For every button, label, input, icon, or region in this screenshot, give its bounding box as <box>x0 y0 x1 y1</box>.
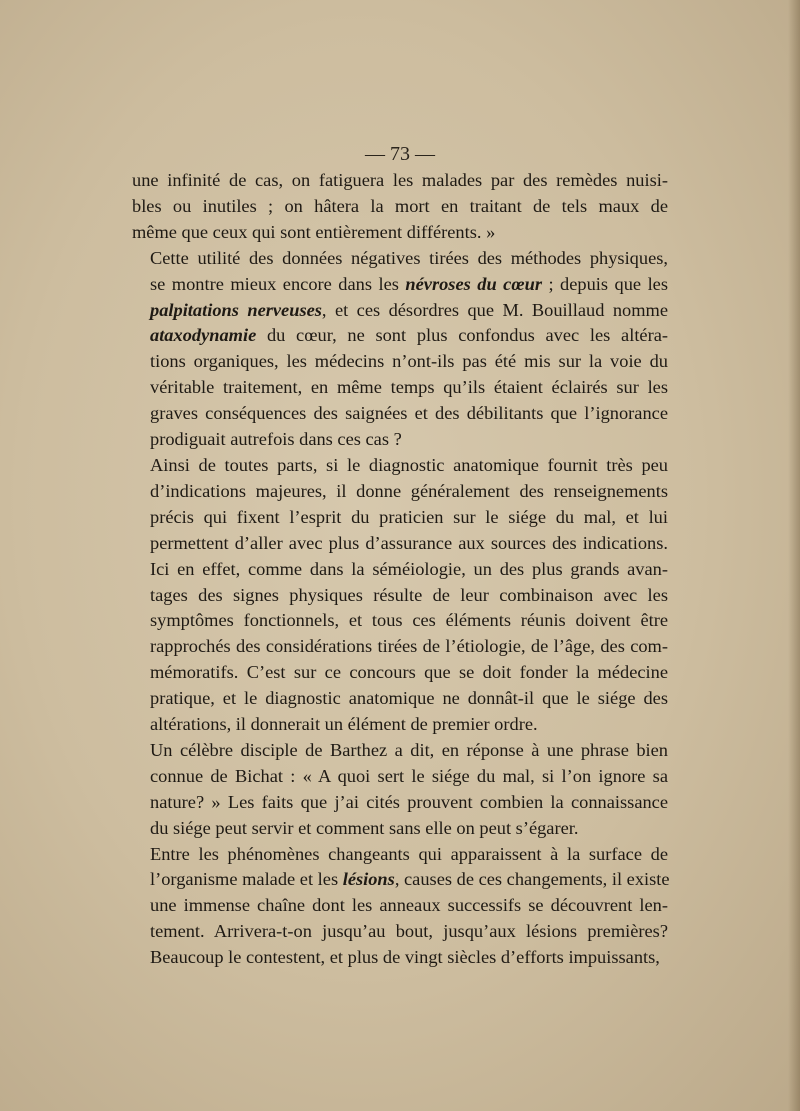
text-line <box>132 246 668 272</box>
text-line <box>132 323 668 349</box>
text-run: même que ceux qui sont entièrement différents. » <box>132 221 496 242</box>
text-run: l’organisme malade et les <box>150 869 343 890</box>
text-line <box>132 349 668 375</box>
text-run: une infinité de cas, on fatiguera les malades par des remèdes nuisi- <box>132 170 668 190</box>
text-line <box>132 453 668 479</box>
text-line <box>132 712 668 738</box>
text-line <box>132 893 668 919</box>
page-edge-shadow <box>788 0 800 1111</box>
text-run: du cœur, ne sont plus confondus avec les altéra- <box>256 325 668 346</box>
text-run: , causes de ces changements, il existe <box>394 869 670 890</box>
paragraph <box>132 168 668 246</box>
text-run: une immense chaîne dont les anneaux successifs se découvrent len- <box>150 895 668 916</box>
text-run: ; depuis que les <box>541 273 668 294</box>
paragraph <box>132 842 668 972</box>
text-line <box>132 272 668 298</box>
text-line <box>132 660 668 686</box>
text-line <box>132 790 668 816</box>
text-run: précis qui fixent l’esprit du praticien sur le siége du mal, et lui <box>150 506 668 527</box>
text-run: rapprochés des considérations tirées de l’étiologie, de l’âge, des com- <box>150 636 668 657</box>
text-run: tages des signes physiques résulte de leur combinaison avec les <box>150 584 668 605</box>
paragraph <box>132 738 668 842</box>
paragraph <box>132 453 668 738</box>
text-line <box>132 401 668 427</box>
page-number: — 73 — <box>365 143 435 165</box>
text-run: véritable traitement, en même temps qu’ils étaient éclairés sur les <box>150 377 668 398</box>
text-run: pratique, et le diagnostic anatomique ne donnât-il que le siége des <box>150 688 668 709</box>
text-run: Beaucoup le contestent, et plus de vingt siècles d’efforts impuissants, <box>150 947 660 968</box>
text-line <box>132 842 668 868</box>
text-run: graves conséquences des saignées et des débilitants que l’ignorance <box>150 403 668 424</box>
text-line <box>132 686 668 712</box>
text-line <box>132 194 668 220</box>
text-line <box>132 583 668 609</box>
paragraph <box>132 246 668 453</box>
text-run: Ici en effet, comme dans la séméiologie, un des plus grands avan- <box>150 558 668 579</box>
text-line <box>132 531 668 557</box>
text-line <box>132 375 668 401</box>
emphasized-term: lésions <box>342 869 395 890</box>
text-line <box>132 764 668 790</box>
text-line <box>132 867 668 893</box>
text-run: permettent d’aller avec plus d’assurance aux sources des indications. <box>150 532 668 553</box>
text-run: prodiguait autrefois dans ces cas ? <box>150 429 402 450</box>
text-run: Ainsi de toutes parts, si le diagnostic anatomique fournit très peu <box>150 454 668 475</box>
text-run: nature? » Les faits que j’ai cités prouvent combien la connaissance <box>150 791 668 812</box>
text-run: symptômes fonctionnels, et tous ces éléments réunis doivent être <box>150 610 668 631</box>
text-run: du siége peut servir et comment sans elle on peut s’égarer. <box>150 817 579 838</box>
text-line <box>132 505 668 531</box>
text-run: mémoratifs. C’est sur ce concours que se doit fonder la médecine <box>150 662 668 683</box>
text-run: Entre les phénomènes changeants qui apparaissent à la surface de <box>150 843 668 864</box>
emphasized-term: ataxodynamie <box>150 325 257 346</box>
text-run: Cette utilité des données négatives tirées des méthodes physiques, <box>150 247 668 268</box>
text-line <box>132 919 668 945</box>
text-run: tement. Arrivera-t-on jusqu’au bout, jusqu’aux lésions premières? <box>150 921 668 942</box>
text-run: connue de Bichat : « A quoi sert le siége du mal, si l’on ignore sa <box>150 765 668 786</box>
emphasized-term: névroses du cœur <box>405 273 542 294</box>
text-line <box>132 608 668 634</box>
text-line <box>132 634 668 660</box>
text-run: tions organiques, les médecins n’ont-ils pas été mis sur la voie du <box>150 351 668 372</box>
text-line <box>132 738 668 764</box>
text-run: d’indications majeures, il donne généralement des renseignements <box>150 480 668 501</box>
text-run: altérations, il donnerait un élément de premier ordre. <box>150 714 538 735</box>
text-line <box>132 479 668 505</box>
text-line <box>132 427 668 453</box>
text-line <box>132 816 668 842</box>
text-run: , et ces désordres que M. Bouillaud nomme <box>321 299 668 320</box>
page-body-text <box>132 168 668 971</box>
text-run: bles ou inutiles ; on hâtera la mort en traitant de tels maux de <box>132 195 668 216</box>
text-line <box>132 298 668 324</box>
text-run: se montre mieux encore dans les <box>150 273 406 294</box>
text-run: Un célèbre disciple de Barthez a dit, en réponse à une phrase bien <box>150 739 668 760</box>
text-line <box>132 945 668 971</box>
text-line <box>132 557 668 583</box>
text-line <box>132 220 668 246</box>
text-line <box>132 168 668 194</box>
emphasized-term: palpitations nerveuses <box>150 299 322 320</box>
